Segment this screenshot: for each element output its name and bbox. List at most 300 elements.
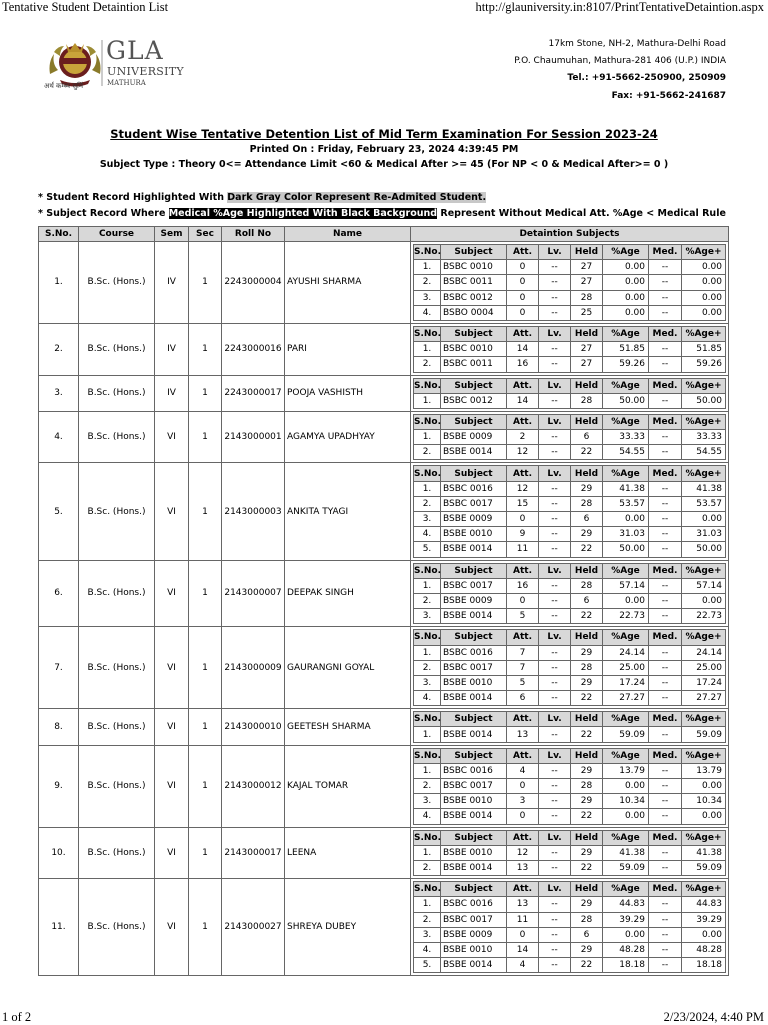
subject-code: BSBE 0014: [441, 727, 507, 742]
subject-header-subject-code: Subject: [441, 830, 507, 845]
subject-header-leave: Lv.: [539, 630, 571, 645]
subject-sno: 2.: [414, 357, 441, 372]
student-course: B.Sc. (Hons.): [79, 879, 155, 976]
subject-header-subject-sno: S.No.: [414, 414, 441, 429]
attended: 7: [507, 645, 539, 660]
student-row: [39, 879, 729, 976]
student-roll-no: 2143000009: [222, 627, 285, 709]
attended: 14: [507, 942, 539, 957]
subject-code: BSBE 0014: [441, 542, 507, 557]
detention-subjects-cell: [411, 463, 729, 560]
attended: 12: [507, 845, 539, 860]
subject-row: [414, 542, 726, 557]
student-sec: 1: [189, 463, 222, 560]
medical: --: [649, 260, 682, 275]
attended: 0: [507, 927, 539, 942]
table-header-row: [39, 227, 729, 242]
header-detention-subjects: Detaintion Subjects: [411, 227, 729, 242]
subject-sno: 3.: [414, 675, 441, 690]
subject-sno: 1.: [414, 578, 441, 593]
attended: 13: [507, 727, 539, 742]
percentage: 17.24: [603, 675, 649, 690]
page-counter: 1 of 2: [2, 1010, 32, 1024]
subject-header-percentage-plus: %Age+: [682, 326, 726, 341]
subject-header-medical: Med.: [649, 630, 682, 645]
percentage-plus: 39.29: [682, 912, 726, 927]
subject-sno: 4.: [414, 809, 441, 824]
leave: --: [539, 809, 571, 824]
subject-header-percentage: %Age: [603, 245, 649, 260]
subject-header-held: Held: [571, 748, 603, 763]
header-course: Course: [79, 227, 155, 242]
held: 29: [571, 675, 603, 690]
student-row: [39, 560, 729, 627]
held: 28: [571, 912, 603, 927]
leave: --: [539, 860, 571, 875]
held: 28: [571, 393, 603, 408]
subject-header-attended: Att.: [507, 712, 539, 727]
percentage-plus: 0.00: [682, 927, 726, 942]
percentage: 50.00: [603, 393, 649, 408]
student-course: B.Sc. (Hons.): [79, 411, 155, 463]
percentage: 50.00: [603, 542, 649, 557]
attended: 0: [507, 779, 539, 794]
percentage-plus: 0.00: [682, 593, 726, 608]
subject-header-subject-code: Subject: [441, 712, 507, 727]
medical: --: [649, 609, 682, 624]
leave: --: [539, 660, 571, 675]
address-telephone: Tel.: +91-5662-250900, 250909: [567, 73, 726, 83]
subject-header-attended: Att.: [507, 630, 539, 645]
held: 27: [571, 260, 603, 275]
subject-code: BSBE 0009: [441, 593, 507, 608]
student-roll-no: 2143000017: [222, 827, 285, 879]
subject-code: BSBC 0011: [441, 275, 507, 290]
subject-sno: 4.: [414, 305, 441, 320]
percentage: 0.00: [603, 290, 649, 305]
percentage: 51.85: [603, 342, 649, 357]
subject-header-percentage: %Age: [603, 712, 649, 727]
browser-page-url[interactable]: http://glauniversity.in:8107/PrintTentativeDetaintion.aspx: [475, 0, 764, 14]
subject-header-medical: Med.: [649, 326, 682, 341]
medical: --: [649, 860, 682, 875]
leave: --: [539, 542, 571, 557]
subject-header-medical: Med.: [649, 748, 682, 763]
attended: 0: [507, 512, 539, 527]
percentage-plus: 25.00: [682, 660, 726, 675]
medical: --: [649, 675, 682, 690]
subject-header-subject-code: Subject: [441, 563, 507, 578]
leave: --: [539, 675, 571, 690]
subject-row: [414, 260, 726, 275]
subject-header-leave: Lv.: [539, 882, 571, 897]
percentage: 39.29: [603, 912, 649, 927]
subject-header-medical: Med.: [649, 882, 682, 897]
subject-code: BSBC 0012: [441, 393, 507, 408]
held: 22: [571, 727, 603, 742]
medical: --: [649, 305, 682, 320]
subject-header-percentage-plus: %Age+: [682, 378, 726, 393]
subject-code: BSBE 0010: [441, 675, 507, 690]
percentage-plus: 22.73: [682, 609, 726, 624]
attended: 16: [507, 357, 539, 372]
held: 27: [571, 275, 603, 290]
leave: --: [539, 845, 571, 860]
percentage: 24.14: [603, 645, 649, 660]
held: 29: [571, 897, 603, 912]
subject-sno: 1.: [414, 727, 441, 742]
subject-row: [414, 912, 726, 927]
student-course: B.Sc. (Hons.): [79, 463, 155, 560]
percentage: 54.55: [603, 445, 649, 460]
subject-header-percentage-plus: %Age+: [682, 630, 726, 645]
student-sec: 1: [189, 627, 222, 709]
detention-table: [38, 226, 729, 976]
subject-table: [413, 629, 726, 706]
medical: --: [649, 727, 682, 742]
held: 29: [571, 794, 603, 809]
subject-header-subject-sno: S.No.: [414, 466, 441, 481]
subject-sno: 2.: [414, 275, 441, 290]
student-name: GAURANGNI GOYAL: [285, 627, 411, 709]
legend-note-2-suffix: Represent Without Medical Att. %Age < Medical Rule: [437, 208, 726, 219]
percentage-plus: 48.28: [682, 942, 726, 957]
student-sno: 4.: [39, 411, 79, 463]
student-sec: 1: [189, 560, 222, 627]
subject-row: [414, 512, 726, 527]
subject-header-attended: Att.: [507, 245, 539, 260]
attended: 13: [507, 897, 539, 912]
attended: 12: [507, 481, 539, 496]
percentage: 10.34: [603, 794, 649, 809]
subject-row: [414, 779, 726, 794]
subject-header-subject-sno: S.No.: [414, 630, 441, 645]
subject-code: BSBC 0016: [441, 763, 507, 778]
subject-row: [414, 275, 726, 290]
attended: 4: [507, 958, 539, 973]
held: 29: [571, 763, 603, 778]
leave: --: [539, 727, 571, 742]
student-sec: 1: [189, 827, 222, 879]
subject-table: [413, 414, 726, 461]
subject-table: [413, 711, 726, 742]
subject-code: BSBC 0017: [441, 779, 507, 794]
subject-row: [414, 927, 726, 942]
medical: --: [649, 290, 682, 305]
leave: --: [539, 445, 571, 460]
subject-code: BSBC 0010: [441, 342, 507, 357]
student-sno: 6.: [39, 560, 79, 627]
held: 29: [571, 942, 603, 957]
subject-header-subject-code: Subject: [441, 245, 507, 260]
subject-header-percentage-plus: %Age+: [682, 882, 726, 897]
subject-sno: 2.: [414, 779, 441, 794]
subject-sno: 2.: [414, 860, 441, 875]
leave: --: [539, 958, 571, 973]
subject-header-leave: Lv.: [539, 414, 571, 429]
percentage: 31.03: [603, 527, 649, 542]
leave: --: [539, 481, 571, 496]
subject-row: [414, 958, 726, 973]
percentage: 0.00: [603, 779, 649, 794]
percentage: 33.33: [603, 430, 649, 445]
medical: --: [649, 527, 682, 542]
subject-header-subject-sno: S.No.: [414, 882, 441, 897]
held: 6: [571, 593, 603, 608]
attended: 4: [507, 763, 539, 778]
held: 29: [571, 481, 603, 496]
legend-gray-highlight: Dark Gray Color Represent Re-Admited Student.: [227, 192, 487, 203]
subject-header-percentage: %Age: [603, 748, 649, 763]
percentage-plus: 54.55: [682, 445, 726, 460]
subject-header-subject-sno: S.No.: [414, 830, 441, 845]
attended: 0: [507, 260, 539, 275]
header-name: Name: [285, 227, 411, 242]
subject-header-leave: Lv.: [539, 245, 571, 260]
subject-header-leave: Lv.: [539, 378, 571, 393]
subject-header-percentage: %Age: [603, 466, 649, 481]
medical: --: [649, 496, 682, 511]
header-sno: S.No.: [39, 227, 79, 242]
student-sno: 2.: [39, 323, 79, 375]
subject-sno: 1.: [414, 342, 441, 357]
attended: 0: [507, 809, 539, 824]
subject-row: [414, 691, 726, 706]
detention-subjects-cell: [411, 242, 729, 324]
subject-sno: 3.: [414, 609, 441, 624]
subject-table: [413, 748, 726, 825]
percentage-plus: 0.00: [682, 275, 726, 290]
subject-header-medical: Med.: [649, 712, 682, 727]
printed-on-label: Printed On : Friday, February 23, 2024 4:39:45 PM: [249, 144, 519, 155]
subject-header-held: Held: [571, 414, 603, 429]
percentage-plus: 50.00: [682, 542, 726, 557]
subject-code: BSBC 0017: [441, 912, 507, 927]
logo-university-label: UNIVERSITY: [107, 65, 184, 78]
header-sem: Sem: [155, 227, 189, 242]
percentage-plus: 18.18: [682, 958, 726, 973]
subject-header-held: Held: [571, 830, 603, 845]
student-row: [39, 827, 729, 879]
percentage: 22.73: [603, 609, 649, 624]
subject-header-subject-sno: S.No.: [414, 326, 441, 341]
percentage: 59.09: [603, 860, 649, 875]
subject-header-leave: Lv.: [539, 466, 571, 481]
held: 22: [571, 691, 603, 706]
medical: --: [649, 958, 682, 973]
medical: --: [649, 942, 682, 957]
attended: 9: [507, 527, 539, 542]
percentage-plus: 0.00: [682, 779, 726, 794]
report-title: Student Wise Tentative Detention List of Mid Term Examination For Session 2023-24: [110, 127, 658, 141]
subject-header-medical: Med.: [649, 245, 682, 260]
subject-sno: 2.: [414, 912, 441, 927]
held: 27: [571, 342, 603, 357]
percentage-plus: 41.38: [682, 845, 726, 860]
subject-header-medical: Med.: [649, 563, 682, 578]
subject-row: [414, 763, 726, 778]
subject-row: [414, 645, 726, 660]
held: 27: [571, 357, 603, 372]
subject-header-subject-code: Subject: [441, 326, 507, 341]
medical: --: [649, 357, 682, 372]
subject-header-held: Held: [571, 563, 603, 578]
student-name: SHREYA DUBEY: [285, 879, 411, 976]
student-row: [39, 745, 729, 827]
subject-code: BSBC 0017: [441, 578, 507, 593]
student-sno: 1.: [39, 242, 79, 324]
subject-header-percentage-plus: %Age+: [682, 466, 726, 481]
subject-header-subject-code: Subject: [441, 630, 507, 645]
student-name: DEEPAK SINGH: [285, 560, 411, 627]
student-roll-no: 2243000016: [222, 323, 285, 375]
student-sec: 1: [189, 375, 222, 411]
percentage: 41.38: [603, 845, 649, 860]
percentage: 53.57: [603, 496, 649, 511]
subject-header-leave: Lv.: [539, 326, 571, 341]
subject-header-percentage: %Age: [603, 378, 649, 393]
attended: 6: [507, 691, 539, 706]
student-roll-no: 2143000012: [222, 745, 285, 827]
medical: --: [649, 275, 682, 290]
medical: --: [649, 578, 682, 593]
address-line-2: P.O. Chaumuhan, Mathura-281 406 (U.P.) INDIA: [514, 56, 726, 66]
subject-code: BSBC 0012: [441, 290, 507, 305]
subject-header-percentage-plus: %Age+: [682, 245, 726, 260]
subject-header-held: Held: [571, 466, 603, 481]
leave: --: [539, 496, 571, 511]
leave: --: [539, 430, 571, 445]
leave: --: [539, 912, 571, 927]
subject-header-medical: Med.: [649, 466, 682, 481]
held: 22: [571, 542, 603, 557]
student-roll-no: 2143000027: [222, 879, 285, 976]
detention-subjects-cell: [411, 627, 729, 709]
student-row: [39, 709, 729, 745]
held: 22: [571, 445, 603, 460]
held: 22: [571, 958, 603, 973]
held: 22: [571, 809, 603, 824]
leave: --: [539, 609, 571, 624]
percentage-plus: 57.14: [682, 578, 726, 593]
held: 25: [571, 305, 603, 320]
attended: 15: [507, 496, 539, 511]
attended: 14: [507, 342, 539, 357]
medical: --: [649, 393, 682, 408]
held: 6: [571, 512, 603, 527]
subject-header-percentage: %Age: [603, 563, 649, 578]
subject-code: BSBE 0010: [441, 794, 507, 809]
student-sem: VI: [155, 627, 189, 709]
subject-code: BSBE 0009: [441, 512, 507, 527]
subject-code: BSBE 0014: [441, 691, 507, 706]
subject-code: BSBC 0016: [441, 645, 507, 660]
subject-header-percentage-plus: %Age+: [682, 563, 726, 578]
student-row: [39, 323, 729, 375]
leave: --: [539, 927, 571, 942]
subject-header-attended: Att.: [507, 882, 539, 897]
legend-note-readmitted: [38, 192, 486, 203]
subject-sno: 1.: [414, 845, 441, 860]
subject-row: [414, 481, 726, 496]
subject-table: [413, 326, 726, 373]
subject-header-subject-sno: S.No.: [414, 712, 441, 727]
attended: 11: [507, 912, 539, 927]
percentage-plus: 31.03: [682, 527, 726, 542]
subject-header-held: Held: [571, 326, 603, 341]
subject-sno: 1.: [414, 430, 441, 445]
student-name: AGAMYA UPADHYAY: [285, 411, 411, 463]
subject-code: BSBC 0017: [441, 660, 507, 675]
leave: --: [539, 763, 571, 778]
attended: 0: [507, 305, 539, 320]
student-roll-no: 2143000001: [222, 411, 285, 463]
attended: 11: [507, 542, 539, 557]
subject-code: BSBC 0016: [441, 897, 507, 912]
legend-black-highlight: Medical %Age Highlighted With Black Background: [168, 208, 438, 219]
subject-header-row: [414, 882, 726, 897]
subject-header-attended: Att.: [507, 326, 539, 341]
leave: --: [539, 942, 571, 957]
subject-header-leave: Lv.: [539, 563, 571, 578]
subject-code: BSBE 0010: [441, 527, 507, 542]
subject-header-row: [414, 245, 726, 260]
subject-row: [414, 342, 726, 357]
subject-sno: 1.: [414, 897, 441, 912]
medical: --: [649, 897, 682, 912]
leave: --: [539, 357, 571, 372]
subject-sno: 5.: [414, 958, 441, 973]
subject-header-subject-code: Subject: [441, 378, 507, 393]
subject-header-medical: Med.: [649, 830, 682, 845]
subject-header-percentage-plus: %Age+: [682, 830, 726, 845]
subject-header-row: [414, 326, 726, 341]
subject-table: [413, 563, 726, 625]
subject-sno: 1.: [414, 763, 441, 778]
student-name: POOJA VASHISTH: [285, 375, 411, 411]
subject-row: [414, 727, 726, 742]
subject-row: [414, 527, 726, 542]
subject-code: BSBE 0014: [441, 860, 507, 875]
subject-type-label: Subject Type : Theory 0<= Attendance Limit <60 & Medical After >= 45 (For NP < 0 & Medical After>= 0 ): [99, 159, 669, 170]
student-roll-no: 2243000017: [222, 375, 285, 411]
percentage-plus: 0.00: [682, 290, 726, 305]
leave: --: [539, 897, 571, 912]
header-roll-no: Roll No: [222, 227, 285, 242]
student-sem: VI: [155, 879, 189, 976]
subject-row: [414, 794, 726, 809]
subject-code: BSBC 0016: [441, 481, 507, 496]
percentage-plus: 33.33: [682, 430, 726, 445]
percentage: 25.00: [603, 660, 649, 675]
subject-code: BSBE 0014: [441, 809, 507, 824]
leave: --: [539, 691, 571, 706]
student-row: [39, 242, 729, 324]
subject-sno: 4.: [414, 527, 441, 542]
subject-table: [413, 244, 726, 321]
subject-header-percentage: %Age: [603, 326, 649, 341]
subject-header-held: Held: [571, 712, 603, 727]
held: 6: [571, 430, 603, 445]
subject-sno: 1.: [414, 393, 441, 408]
medical: --: [649, 763, 682, 778]
attended: 2: [507, 430, 539, 445]
percentage: 0.00: [603, 512, 649, 527]
subject-header-subject-sno: S.No.: [414, 378, 441, 393]
subject-header-row: [414, 630, 726, 645]
subject-header-subject-code: Subject: [441, 466, 507, 481]
student-sno: 3.: [39, 375, 79, 411]
